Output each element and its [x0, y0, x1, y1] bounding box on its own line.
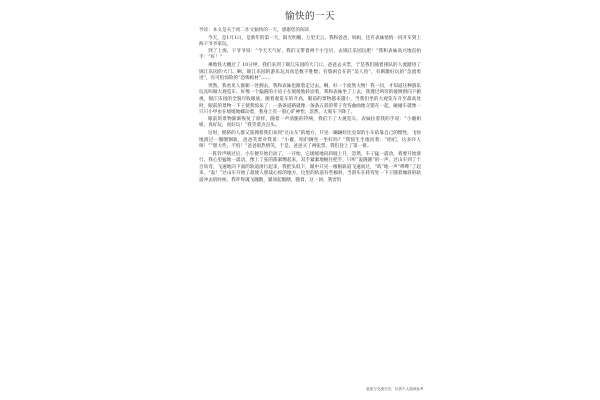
page-footer: 欢迎与交流分享，仅供个人阅读参考: [366, 387, 424, 391]
paragraph-4: 突然，我看见人群朝一处拥去，我和表妹也跟着走过去。啊，好一个庞然大物！我一问，才知道这种游乐玩具叫做大观览车。好像一个偏圆的小房子在缓缓地转动着，我和表妹坐了上去，我透过两旁的玻璃窗向下俯视，锦江乐园的全貌尽收眼底，随着观览车的升高，眼前的景物越来越小，当我们坐的大观览车升至最高处时，眼前的景物一下子使我惊呆了：一条条道路就像一条条五彩的带子弯弯曲曲地交错在一起，碰碰车就像一只只小甲虫在缓缓地蠕动着，我身上有一股心旷神怡，忽然，大观车下降了。: [199, 83, 421, 116]
document-title: 愉快的一天: [284, 11, 335, 22]
paragraph-2: 到了上海，干爷爷说：“今天天气好，我们又带着两个小宝贝，去锦江乐园玩吧！”我和表妹高兴地直拍手：“好！”: [199, 48, 421, 61]
paragraph-3: 乘地铁大概过了 10分钟，我们来到了锦江乐园的大门口，爸爸去买票，于是我们随着排队的人流踏进了锦江乐园的大门。啊，锦江乐园的游乐玩具真是数不胜数；有悠闲自在的“美人鱼”，有刺激好玩的“急流勇进”，有可怕惊险的“恐怖棺材”……: [199, 62, 421, 82]
paragraph-6: 这时，拥挤的人群又簇拥着我们来到“过山车”的地方，只见一辆辆好比克似的小车依靠自己的惯性，飞快地滑过一圈圈钢轨，爸爸笑着对我说：“小璇，咱们俩坐一坐好吗？”我惊生生地问我：“咱们，这多吓人呀！”“胆大些，不怕！”爸爸很热情笑，于是，爸爸买了两张票，我们登上了第一排。: [199, 130, 421, 150]
paragraph-7: 一阵铃声响过后，小车便开始启动了，一开始，它缓缓地向斜坡上升，忽然，车子猛一震动，将要开始滑行，我心里猛地一震动，像上了弦的箭紧绷起来，双手紧紧地握住把手，只听“轰隆隆”的一声，过山车到了十百角弯，飞速地向下面的轨道滑行起来，我把头低下，眼中只见一根根轨道飞速而过，“呜”地一声“哗哗”了起来，“轰！”过山车开始了最使人胆战心惊的地方，这里的轨道有些倾斜，当滑车在转弯处一下子随着倾斜的轨道冲去的时候，我吓得魂飞魄散，紧闭起眼睛，随着，这一回，我害怕: [199, 151, 421, 184]
paragraph-5: 眼前的景物渐渐恢复了原样，随着一声清脆的铃响，我们下了大观览车。表妹拉着我的手说：“小璇姐姐，真好玩，真好玩！”我笑着点点头。: [199, 116, 421, 129]
document-guide: 导读：本文是关于初二作文愉快的一天，感谢您的阅读．: [199, 28, 314, 33]
document-page: [199, 8, 421, 396]
paragraph-1: 今天，是1月1日，是新年的第一天，阳光明媚，万里无云，我和爸爸，妈妈，还有表妹悄悄一同开车到上海干爷爷家玩。: [199, 35, 421, 48]
